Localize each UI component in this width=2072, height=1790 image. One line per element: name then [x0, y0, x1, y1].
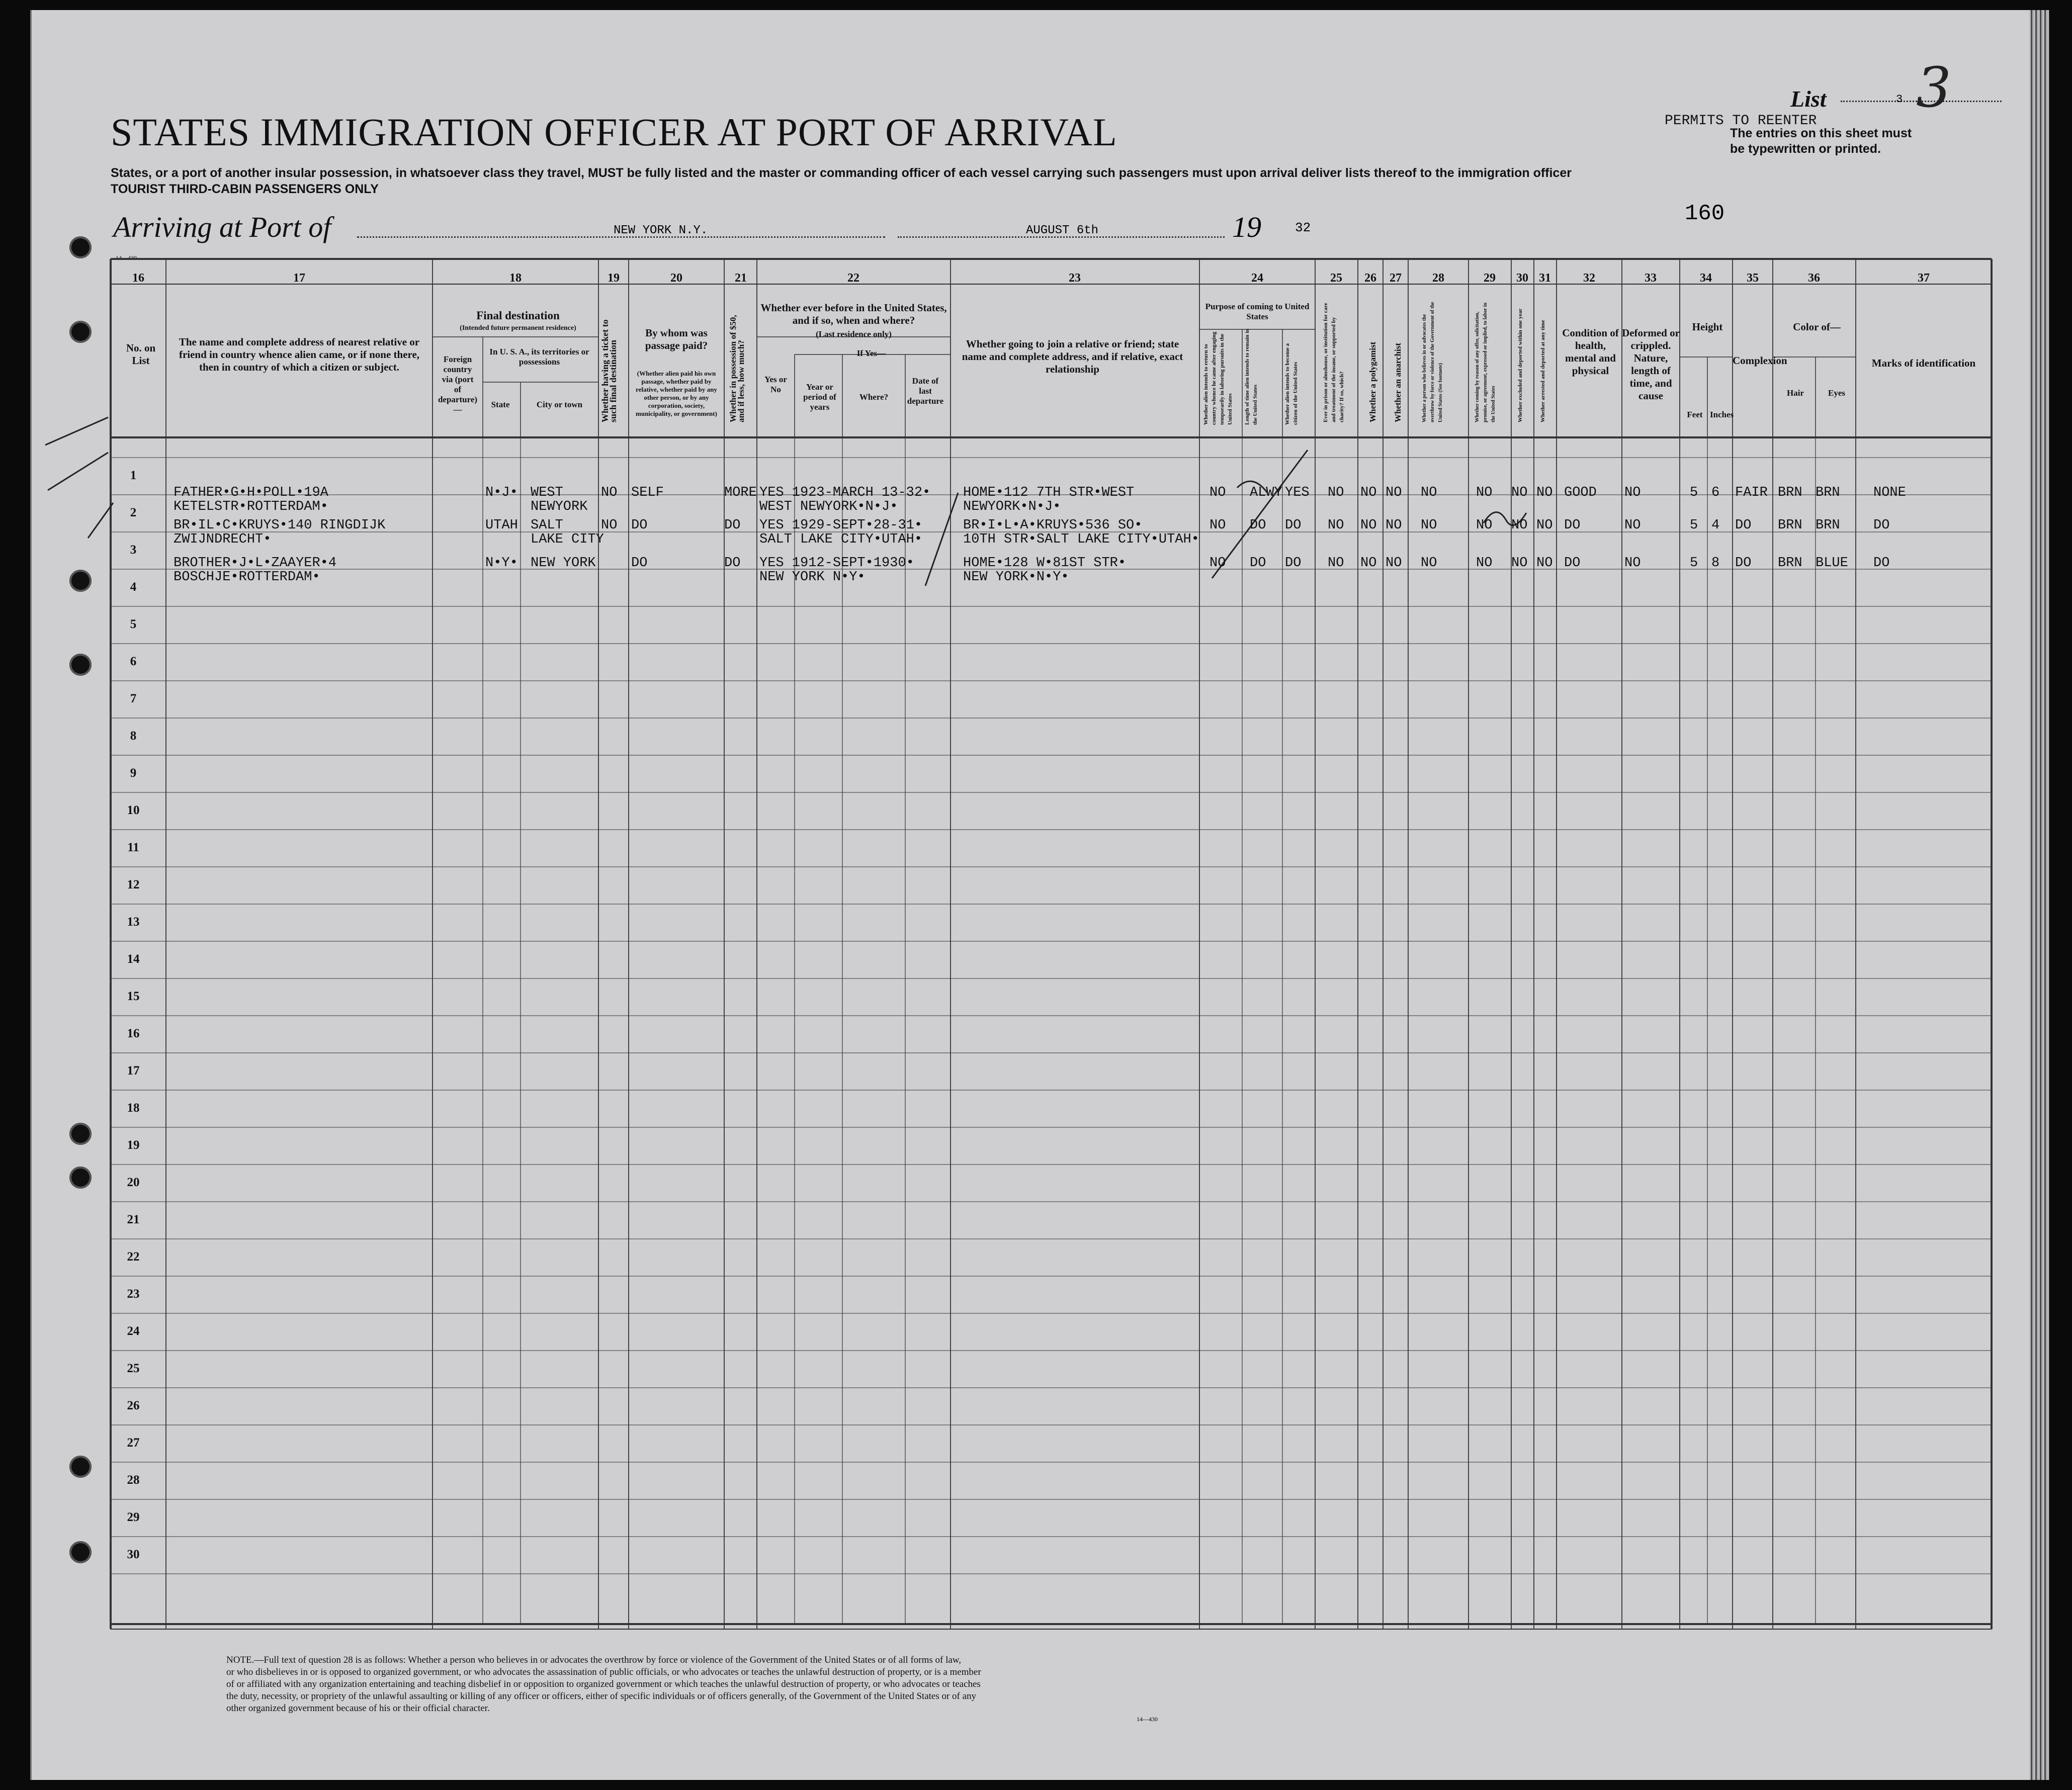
entry-complexion: DO: [1735, 518, 1752, 533]
header-length-of-stay: Length of time alien intends to remain in the United States: [1244, 328, 1258, 425]
row-number: 26: [127, 1399, 140, 1412]
entry-polygamist: NO: [1360, 518, 1377, 533]
column-number: 32: [1583, 272, 1595, 285]
list-label: List: [1790, 86, 1827, 112]
header-passage-paid: By whom was passage paid?: [645, 327, 708, 351]
column-number: 17: [293, 272, 305, 285]
entry-marks: DO: [1873, 556, 1890, 571]
row-number: 11: [127, 841, 139, 854]
column-number: 35: [1747, 272, 1759, 285]
entry-citizen: YES: [1285, 485, 1310, 500]
entry-labor: NO: [1476, 485, 1493, 500]
entry-relative-2: KETELSTR•ROTTERDAM•: [174, 499, 328, 514]
row-number: 20: [127, 1176, 140, 1189]
entry-paid-by: SELF: [631, 485, 664, 500]
entry-deformed: NO: [1624, 518, 1641, 533]
column-number: 19: [608, 272, 620, 285]
form-number-top: 14—430: [116, 254, 137, 261]
entry-prison: NO: [1328, 556, 1344, 571]
entry-before-2: SALT LAKE CITY•UTAH•: [759, 532, 923, 547]
header-height: Height: [1692, 321, 1723, 333]
footnote-question-28: NOTE.—Full text of question 28 is as follows: Whether a person who believes in or advocates the overthrow by force or violence of the Government of the United States or of all forms of law, or who disbelieves in or is opposed to organized government, or who advocates the assassination of public officials, or who advocates or teaches the unlawful destruction of property, or is a member of or affiliated with any organization entertaining and teaching disbelief in or opposition to organized government or which teaches the unlawful destruction of property, or who advocates or teaches the duty, necessity, or propriety of the unlawful assaulting or killing of any officer or officers, either of specific individuals or of officers generally, of the Government of the United States or of any other organized government because of his or their official character.: [226, 1655, 981, 1714]
entry-eyes: BRN: [1816, 518, 1840, 533]
column-number: 20: [670, 272, 682, 285]
row-number: 28: [127, 1473, 140, 1487]
punch-hole: [69, 1123, 92, 1145]
entry-labor: NO: [1476, 518, 1493, 533]
row-number: 4: [130, 580, 137, 594]
entry-hair: BRN: [1778, 556, 1802, 571]
entry-relative-1: BROTHER•J•L•ZAAYER•4: [174, 556, 337, 571]
column-number: 33: [1645, 272, 1657, 285]
entry-citizen: DO: [1285, 556, 1302, 571]
row-number: 14: [127, 952, 140, 966]
entry-join-2: NEWYORK•N•J•: [963, 499, 1061, 514]
header-purpose: Purpose of coming to United States: [1205, 302, 1310, 321]
entry-marks: DO: [1873, 518, 1890, 533]
entry-feet: 5: [1690, 556, 1698, 571]
header-year-or-period: Year or period of years: [803, 382, 836, 412]
arrival-year-prefix: 19: [1232, 211, 1261, 243]
column-number: 24: [1251, 272, 1263, 285]
row-number: 19: [127, 1138, 140, 1152]
entry-inches: 6: [1711, 485, 1720, 500]
entry-deported: NO: [1536, 518, 1553, 533]
entry-complexion: DO: [1735, 556, 1752, 571]
entry-city-2: NEWYORK: [531, 499, 588, 514]
row-number: 12: [127, 878, 140, 891]
row-number: 5: [130, 617, 137, 631]
header-health: Condition of health, mental and physical: [1562, 327, 1619, 377]
row-number: 8: [130, 729, 137, 743]
page-title: STATES IMMIGRATION OFFICER AT PORT OF ARRIVAL: [111, 110, 1117, 154]
header-no-on-list: No. on List: [126, 342, 156, 367]
entry-polygamist: NO: [1360, 485, 1377, 500]
row-number: 25: [127, 1362, 140, 1375]
column-number: 29: [1484, 272, 1496, 285]
entry-relative-1: BR•IL•C•KRUYS•140 RINGDIJK: [174, 518, 386, 533]
punch-hole: [69, 236, 92, 258]
row-number: 3: [130, 543, 137, 557]
column-number: 27: [1390, 272, 1402, 285]
row-number: 18: [127, 1101, 140, 1115]
header-where: Where?: [859, 392, 889, 402]
entry-relative-2: ZWIJNDRECHT•: [174, 532, 272, 547]
entry-relative-2: BOSCHJE•ROTTERDAM•: [174, 570, 320, 585]
header-in-usa: In U. S. A., its territories or possessions: [489, 347, 589, 367]
column-number: 36: [1808, 272, 1820, 285]
header-overthrow: Whether a person who believes in or advocates the overthrow by force or violence of the Government of the United States (See footnote): [1422, 302, 1443, 422]
entry-ticket: NO: [601, 485, 618, 500]
entry-excluded: NO: [1511, 485, 1528, 500]
row-number: 15: [127, 990, 140, 1003]
passenger-class: TOURIST THIRD-CABIN PASSENGERS ONLY: [111, 182, 379, 196]
entry-join-2: NEW YORK•N•Y•: [963, 570, 1069, 585]
row-number: 30: [127, 1548, 140, 1561]
entry-city-1: SALT: [531, 518, 563, 533]
entry-state: N•J•: [485, 485, 518, 500]
entry-inches: 8: [1711, 556, 1720, 571]
entry-feet: 5: [1690, 485, 1698, 500]
row-number: 9: [130, 766, 137, 780]
entry-hair: BRN: [1778, 485, 1802, 500]
entry-state: UTAH: [485, 518, 518, 533]
form-number-bottom: 14—430: [1137, 1716, 1158, 1723]
punch-hole: [69, 1541, 92, 1563]
row-number: 22: [127, 1250, 140, 1264]
column-number: 16: [132, 272, 144, 285]
entry-health: DO: [1564, 518, 1581, 533]
header-yes-or-no: Yes or No: [764, 375, 787, 394]
row-number: 24: [127, 1324, 140, 1338]
sheet-number: 160: [1685, 201, 1725, 226]
handwritten-checkmark: [45, 417, 108, 445]
punch-hole: [69, 1456, 92, 1478]
header-date-last-departure: Date of last departure: [907, 376, 944, 406]
entry-excluded: NO: [1511, 518, 1528, 533]
entry-join-1: HOME•112 7TH STR•WEST: [963, 485, 1135, 500]
entry-state: N•Y•: [485, 556, 518, 571]
entry-excluded: NO: [1511, 556, 1528, 571]
typewriter-note-line-1: The entries on this sheet must: [1730, 126, 1912, 140]
header-deported: Whether arrested and deported at any time: [1540, 320, 1546, 422]
column-number: 31: [1539, 272, 1551, 285]
instructions-text: States, or a port of another insular possession, in whatsoever class they travel, MUST be fully listed and the master or commanding officer of each vessel carrying such passengers must upon arrival deliver lists thereof to the immigration officer: [111, 166, 1572, 180]
entry-anarchist: NO: [1386, 556, 1402, 571]
entry-inches: 4: [1711, 518, 1720, 533]
header-marks: Marks of identification: [1871, 357, 1976, 369]
entry-deported: NO: [1536, 485, 1553, 500]
column-number: 22: [847, 272, 859, 285]
header-money-50: Whether in possession of $50, and if less, how much?: [728, 315, 746, 422]
row-number: 29: [127, 1510, 140, 1524]
punch-hole: [69, 570, 92, 592]
header-excluded: Whether excluded and deported within one year: [1517, 308, 1523, 422]
row-number: 23: [127, 1287, 140, 1301]
entry-marks: NONE: [1873, 485, 1906, 500]
punch-hole: [69, 1167, 92, 1189]
header-nearest-relative: The name and complete address of nearest relative or friend in country whence alien came, or if none there, then in country of which a citizen or subject.: [179, 336, 420, 373]
header-join-relative: Whether going to join a relative or friend; state name and complete address, and if relative, exact relationship: [962, 338, 1183, 375]
column-number: 18: [509, 272, 522, 285]
entry-citizen: DO: [1285, 518, 1302, 533]
punch-hole: [69, 654, 92, 676]
row-number: 21: [127, 1213, 140, 1226]
header-ticket: Whether having a ticket to such final destination: [600, 319, 618, 422]
column-number: 21: [735, 272, 747, 285]
entry-paid-by: DO: [631, 518, 648, 533]
list-number-handwritten: 3: [1916, 55, 1951, 120]
entry-city-2: LAKE CITY: [531, 532, 604, 547]
entry-hair: BRN: [1778, 518, 1802, 533]
row-number: 27: [127, 1436, 140, 1450]
entry-city-1: WEST: [531, 485, 563, 500]
entry-return: NO: [1210, 485, 1226, 500]
entry-polygamist: NO: [1360, 556, 1377, 571]
entry-length: DO: [1250, 518, 1266, 533]
list-number-typed: 3: [1896, 93, 1903, 106]
entry-overthrow: NO: [1421, 518, 1437, 533]
handwritten-checkmark: [48, 453, 108, 490]
entry-overthrow: NO: [1421, 556, 1437, 571]
entry-length: ALWY: [1250, 485, 1282, 500]
header-intends-return: Whether alien intends to return to country whence he came after engaging temporarily in laboring pursuits in the United States: [1203, 331, 1233, 425]
header-if-yes: If Yes—: [856, 348, 886, 358]
entry-return: NO: [1210, 556, 1226, 571]
header-final-destination-sub: (Intended future permanent residence): [460, 324, 576, 332]
entry-before-1: YES 1912-SEPT•1930•: [759, 556, 914, 571]
entry-deported: NO: [1536, 556, 1553, 571]
entry-money: DO: [724, 556, 741, 571]
entry-city-1: NEW YORK: [531, 556, 596, 571]
header-polygamist: Whether a polygamist: [1368, 341, 1377, 422]
entry-anarchist: NO: [1386, 518, 1402, 533]
arrival-date-value: AUGUST 6th: [1026, 224, 1099, 237]
header-last-residence: (Last residence only): [816, 329, 892, 339]
entry-before-1: YES 1929-SEPT•28-31•: [759, 518, 923, 533]
entry-before-1: YES 1923-MARCH 13-32•: [759, 485, 931, 500]
entry-before-2: NEW YORK N•Y•: [759, 570, 866, 585]
arrival-port-label: Arriving at Port of: [113, 211, 331, 243]
entry-anarchist: NO: [1386, 485, 1402, 500]
arrival-year-suffix: 32: [1295, 220, 1311, 235]
row-number: 17: [127, 1064, 140, 1078]
header-city-or-town: City or town: [536, 400, 583, 409]
entry-deformed: NO: [1624, 485, 1641, 500]
handwritten-checkmark: [88, 503, 113, 538]
permits-stamp: PERMITS TO REENTER: [1665, 113, 1817, 129]
header-anarchist: Whether an anarchist: [1393, 342, 1403, 422]
entry-money: DO: [724, 518, 741, 533]
row-number: 6: [130, 655, 137, 668]
arrival-port-value: NEW YORK N.Y.: [614, 224, 708, 237]
entry-eyes: BRN: [1816, 485, 1840, 500]
row-number: 13: [127, 915, 140, 929]
column-number: 37: [1918, 272, 1930, 285]
column-number: 26: [1364, 272, 1376, 285]
column-number: 30: [1516, 272, 1528, 285]
header-hair: Hair: [1787, 388, 1804, 398]
entry-return: NO: [1210, 518, 1226, 533]
header-color-of: Color of—: [1793, 321, 1841, 333]
entry-deformed: NO: [1624, 556, 1641, 571]
row-number: 2: [130, 506, 137, 519]
header-state: State: [491, 400, 510, 409]
header-inches: Inches: [1710, 410, 1734, 419]
header-feet: Feet: [1687, 410, 1703, 419]
entry-join-1: BR•I•L•A•KRUYS•536 SO•: [963, 518, 1143, 533]
entry-join-2: 10TH STR•SALT LAKE CITY•UTAH•: [963, 532, 1199, 547]
entry-overthrow: NO: [1421, 485, 1437, 500]
entry-health: DO: [1564, 556, 1581, 571]
header-labor-offer: Whether coming by reason of any offer, solicitation, promise, or agreement, expressed or implied, to labor in the United States: [1475, 302, 1496, 422]
row-number: 10: [127, 803, 140, 817]
entry-prison: NO: [1328, 485, 1344, 500]
header-passage-paid-sub: (Whether alien paid his own passage, whether paid by relative, whether paid by any other person, or by any corporation, society, municipality, or government): [636, 370, 717, 417]
entry-paid-by: DO: [631, 556, 648, 571]
entry-before-2: WEST NEWYORK•N•J•: [759, 499, 898, 514]
header-ever-before-in-us: Whether ever before in the United States, and if so, when and where?: [760, 302, 947, 326]
column-number: 25: [1330, 272, 1342, 285]
entry-join-1: HOME•128 W•81ST STR•: [963, 556, 1127, 571]
entry-eyes: BLUE: [1816, 556, 1848, 571]
header-intends-citizen: Whether alien intends to become a citizen of the United States: [1284, 343, 1299, 425]
handwritten-checkmark: [925, 493, 958, 586]
row-number: 7: [130, 692, 137, 705]
entry-prison: NO: [1328, 518, 1344, 533]
entry-labor: NO: [1476, 556, 1493, 571]
header-complexion: Complexion: [1733, 354, 1787, 367]
entry-complexion: FAIR: [1735, 485, 1768, 500]
row-number: 1: [130, 469, 137, 482]
entry-money: MORE: [724, 485, 757, 500]
header-eyes: Eyes: [1828, 388, 1845, 398]
column-number: 28: [1432, 272, 1444, 285]
punch-hole: [69, 321, 92, 343]
header-prison: Ever in prison or almshouse, or institution for care and treatment of the insane, or supported by charity? If so, which?: [1323, 303, 1345, 422]
entry-length: DO: [1250, 556, 1266, 571]
entry-feet: 5: [1690, 518, 1698, 533]
header-final-destination: Final destination: [476, 309, 560, 322]
header-deformed: Deformed or crippled. Nature, length of time, and cause: [1622, 327, 1680, 402]
row-number: 16: [127, 1027, 140, 1040]
entry-health: GOOD: [1564, 485, 1597, 500]
column-number: 23: [1069, 272, 1081, 285]
column-number: 34: [1700, 272, 1712, 285]
header-foreign-country: Foreign country via (port of departure)—: [438, 354, 478, 414]
entry-ticket: NO: [601, 518, 618, 533]
entry-relative-1: FATHER•G•H•POLL•19A: [174, 485, 328, 500]
typewriter-note-line-2: be typewritten or printed.: [1730, 142, 1881, 156]
